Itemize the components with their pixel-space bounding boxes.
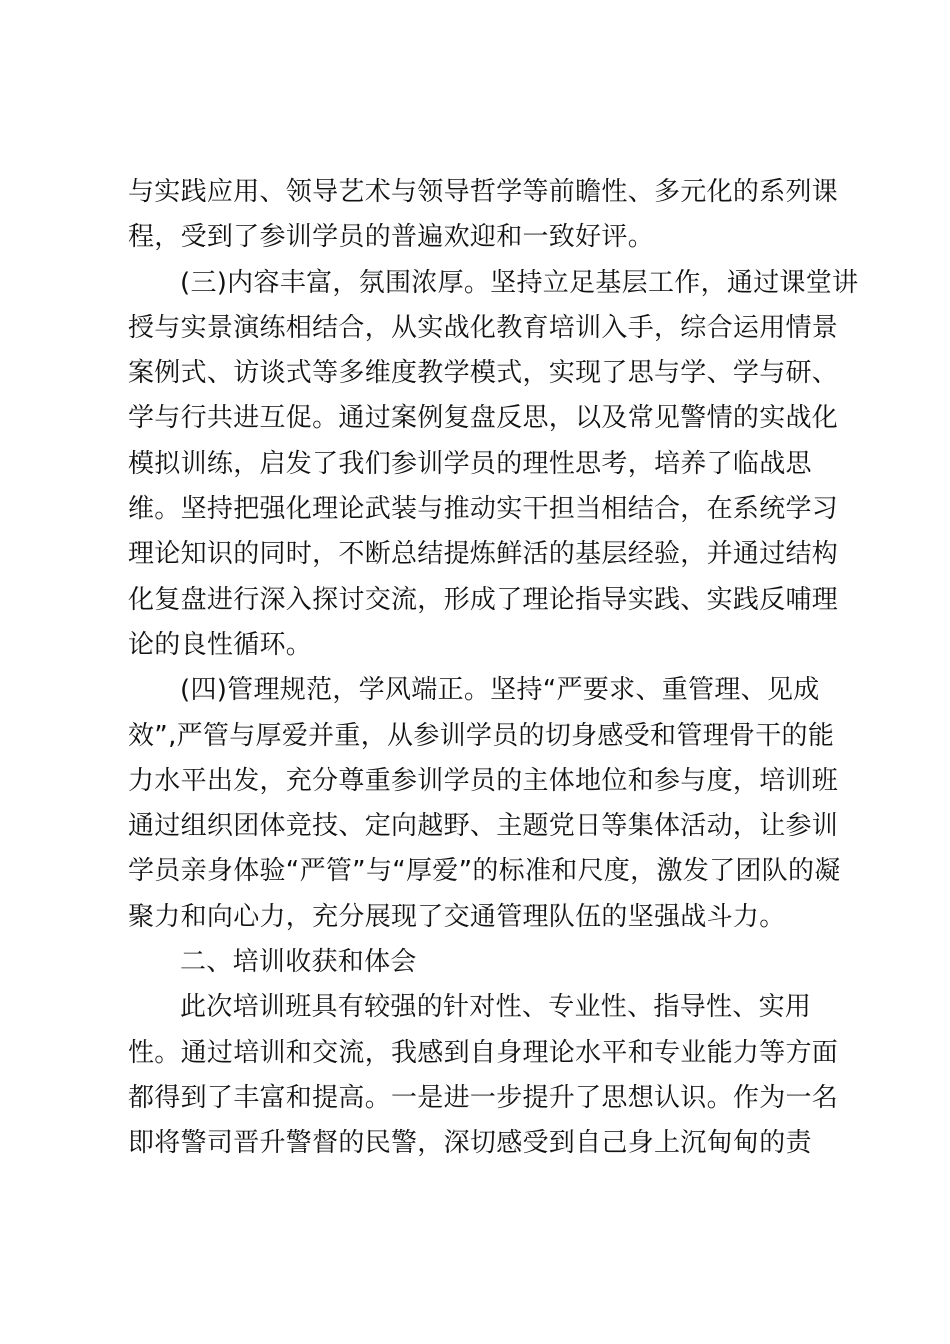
text-line-8: 维。坚持把强化理论武装与推动实干担当相结合，在系统学习 [128,494,839,525]
text-line-16: 学员亲身体验“严管”与“厚爱”的标准和尺度，激发了团队的凝 [128,856,841,887]
text-line-9: 理论知识的同时，不断总结提炼鲜活的基层经验，并通过结构 [128,539,839,570]
text-line-17: 聚力和向心力，充分展现了交通管理队伍的坚强战斗力。 [128,901,786,932]
text-line-20: 性。通过培训和交流，我感到自身理论水平和专业能力等方面 [128,1037,839,1068]
text-line-22: 即将警司晋升警督的民警，深切感受到自己身上沉甸甸的责 [128,1128,812,1159]
text-line-19: 此次培训班具有较强的针对性、专业性、指导性、实用 [180,992,812,1023]
text-line-21: 都得到了丰富和提高。一是进一步提升了思想认识。作为一名 [128,1082,839,1113]
text-line-10: 化复盘进行深入探讨交流，形成了理论指导实践、实践反哺理 [128,584,839,615]
text-line-14: 力水平出发，充分尊重参训学员的主体地位和参与度，培训班 [128,765,839,796]
text-line-11: 论的良性循环。 [128,629,313,660]
text-line-6: 学与行共进互促。通过案例复盘反思，以及常见警情的实战化 [128,403,839,434]
section-heading: 二、培训收获和体会 [180,947,417,978]
text-line-2: 程，受到了参训学员的普遍欢迎和一致好评。 [128,222,655,253]
text-line-12: (四)管理规范，学风端正。坚持“严要求、重管理、见成 [180,675,820,706]
text-line-4: 授与实景演练相结合，从实战化教育培训入手，综合运用情景 [128,312,839,343]
text-line-13: 效”,严管与厚爱并重，从参训学员的切身感受和管理骨干的能 [128,720,835,751]
text-line-15: 通过组织团体竞技、定向越野、主题党日等集体活动，让参训 [128,811,839,842]
text-line-3: (三)内容丰富，氛围浓厚。坚持立足基层工作，通过课堂讲 [180,267,859,298]
text-line-1: 与实践应用、领导艺术与领导哲学等前瞻性、多元化的系列课 [128,177,839,207]
text-line-7: 模拟训练，启发了我们参训学员的理性思考，培养了临战思 [128,448,812,479]
text-line-5: 案例式、访谈式等多维度教学模式，实现了思与学、学与研、 [128,358,839,389]
document-body [128,170,859,1167]
